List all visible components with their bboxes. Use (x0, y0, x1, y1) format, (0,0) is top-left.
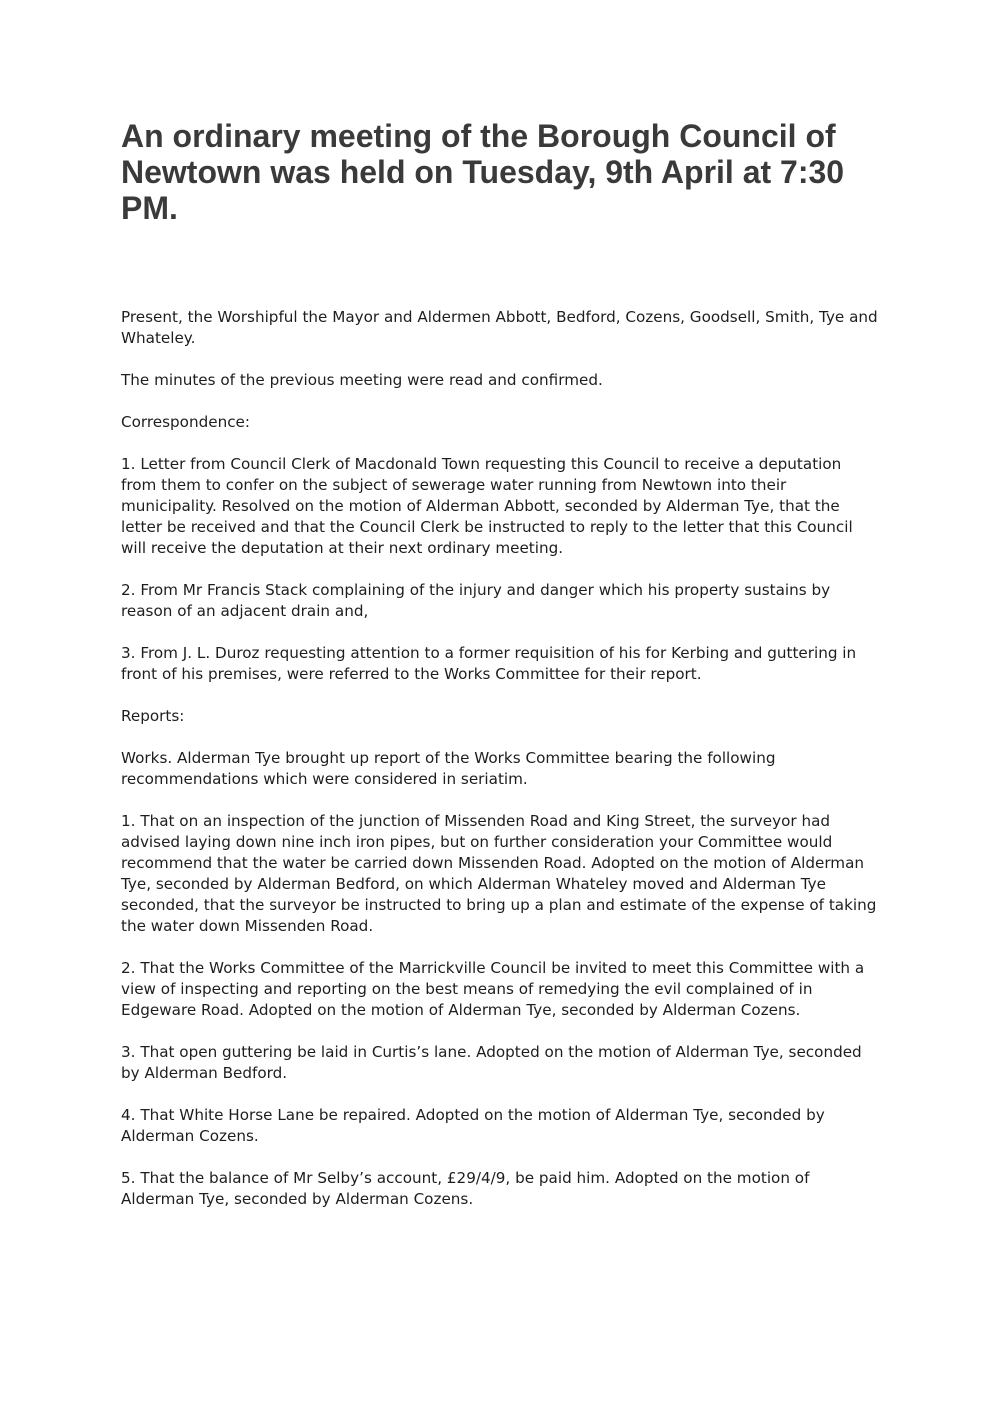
correspondence-item-1: 1. Letter from Council Clerk of Macdonald Town requesting this Council to receive a deputation from them to confer on the subject of sewerage water running from Newtown into their municipality. Resolved on the motion of Alderman Abbott, seconded by Alderman Tye, that the letter be received and that the Council Clerk be instructed to reply to the letter that this Council will receive the deputation at their next ordinary meeting. (121, 455, 853, 557)
title-spacer (121, 226, 881, 307)
document-page (121, 118, 881, 1210)
correspondence-heading: Correspondence: (121, 413, 251, 431)
minutes-paragraph: The minutes of the previous meeting were read and confirmed. (121, 371, 603, 389)
works-intro-paragraph: Works. Alderman Tye brought up report of the Works Committee bearing the following recommendations which were considered in seriatim. (121, 749, 776, 788)
page-title: An ordinary meeting of the Borough Council of Newtown was held on Tuesday, 9th April at 7:30 PM. (121, 118, 845, 226)
recommendation-4: 4. That White Horse Lane be repaired. Adopted on the motion of Alderman Tye, seconded by Alderman Cozens. (121, 1106, 825, 1145)
correspondence-item-3: 3. From J. L. Duroz requesting attention to a former requisition of his for Kerbing and guttering in front of his premises, were referred to the Works Committee for their report. (121, 644, 857, 683)
recommendation-2: 2. That the Works Committee of the Marrickville Council be invited to meet this Committee with a view of inspecting and reporting on the best means of remedying the evil complained of in Edgeware Road. Adopted on the motion of Alderman Tye, seconded by Alderman Cozens. (121, 959, 865, 1019)
reports-heading: Reports: (121, 707, 185, 725)
recommendation-5: 5. That the balance of Mr Selby’s account, £29/4/9, be paid him. Adopted on the motion of Alderman Tye, seconded by Alderman Cozens. (121, 1169, 810, 1208)
correspondence-item-2: 2. From Mr Francis Stack complaining of the injury and danger which his property sustains by reason of an adjacent drain and, (121, 581, 831, 620)
recommendation-1: 1. That on an inspection of the junction of Missenden Road and King Street, the surveyor had advised laying down nine inch iron pipes, but on further consideration your Committee would recommend that the water be carried down Missenden Road. Adopted on the motion of Alderman Tye, seconded by Alderman Bedford, on which Alderman Whateley moved and Alderman Tye seconded, that the surveyor be instructed to bring up a plan and estimate of the expense of taking the water down Missenden Road. (121, 812, 877, 935)
attendance-paragraph: Present, the Worshipful the Mayor and Aldermen Abbott, Bedford, Cozens, Goodsell, Smith, Tye and Whateley. (121, 308, 878, 347)
recommendation-3: 3. That open guttering be laid in Curtis’s lane. Adopted on the motion of Alderman Tye, seconded by Alderman Bedford. (121, 1043, 862, 1082)
